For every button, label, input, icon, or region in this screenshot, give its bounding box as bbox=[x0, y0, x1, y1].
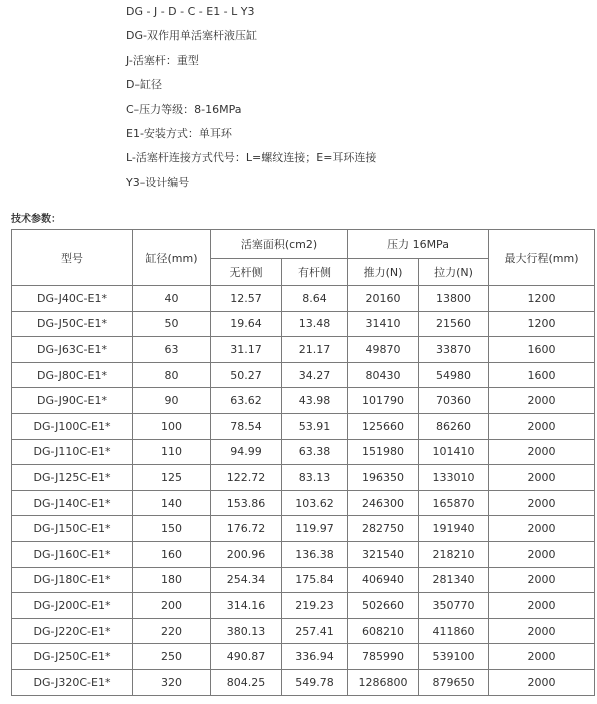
cell-pull: 101410 bbox=[419, 439, 489, 465]
cell-bore: 220 bbox=[133, 618, 211, 644]
cell-area-rod: 257.41 bbox=[282, 618, 348, 644]
cell-stroke: 2000 bbox=[489, 669, 595, 695]
cell-stroke: 2000 bbox=[489, 593, 595, 619]
cell-stroke: 1600 bbox=[489, 362, 595, 388]
cell-area-no-rod: 804.25 bbox=[211, 669, 282, 695]
header-pull: 拉力(N) bbox=[419, 259, 489, 286]
cell-area-rod: 119.97 bbox=[282, 516, 348, 542]
table-row bbox=[12, 388, 595, 414]
legend-line: E1-安装方式：单耳环 bbox=[126, 126, 232, 140]
legend-line: Y3–设计编号 bbox=[126, 175, 190, 189]
cell-bore: 250 bbox=[133, 644, 211, 670]
legend-line: J-活塞杆：重型 bbox=[126, 53, 199, 67]
cell-area-rod: 53.91 bbox=[282, 413, 348, 439]
cell-push: 608210 bbox=[348, 618, 419, 644]
cell-pull: 350770 bbox=[419, 593, 489, 619]
header-area: 活塞面积(cm2) bbox=[211, 230, 348, 259]
cell-stroke: 2000 bbox=[489, 516, 595, 542]
cell-pull: 21560 bbox=[419, 311, 489, 337]
cell-push: 246300 bbox=[348, 490, 419, 516]
cell-model: DG-J160C-E1* bbox=[12, 541, 133, 567]
cell-push: 1286800 bbox=[348, 669, 419, 695]
table-row bbox=[12, 593, 595, 619]
table-row bbox=[12, 516, 595, 542]
cell-model: DG-J100C-E1* bbox=[12, 413, 133, 439]
table-row bbox=[12, 490, 595, 516]
cell-stroke: 2000 bbox=[489, 439, 595, 465]
cell-bore: 80 bbox=[133, 362, 211, 388]
cell-pull: 879650 bbox=[419, 669, 489, 695]
cell-bore: 50 bbox=[133, 311, 211, 337]
cell-model: DG-J250C-E1* bbox=[12, 644, 133, 670]
cell-push: 49870 bbox=[348, 337, 419, 363]
cell-pull: 54980 bbox=[419, 362, 489, 388]
cell-bore: 90 bbox=[133, 388, 211, 414]
cell-push: 321540 bbox=[348, 541, 419, 567]
cell-stroke: 2000 bbox=[489, 490, 595, 516]
cell-area-no-rod: 254.34 bbox=[211, 567, 282, 593]
table-row bbox=[12, 567, 595, 593]
cell-area-no-rod: 31.17 bbox=[211, 337, 282, 363]
cell-area-no-rod: 94.99 bbox=[211, 439, 282, 465]
cell-push: 151980 bbox=[348, 439, 419, 465]
cell-pull: 281340 bbox=[419, 567, 489, 593]
table-row bbox=[12, 286, 595, 312]
header-bore: 缸径(mm) bbox=[133, 230, 211, 286]
cell-push: 125660 bbox=[348, 413, 419, 439]
model-code-legend bbox=[126, 5, 376, 200]
cell-bore: 40 bbox=[133, 286, 211, 312]
cell-model: DG-J140C-E1* bbox=[12, 490, 133, 516]
cell-stroke: 1200 bbox=[489, 311, 595, 337]
table-row bbox=[12, 541, 595, 567]
cell-pull: 33870 bbox=[419, 337, 489, 363]
cell-stroke: 2000 bbox=[489, 618, 595, 644]
cell-area-rod: 219.23 bbox=[282, 593, 348, 619]
cell-model: DG-J40C-E1* bbox=[12, 286, 133, 312]
cell-model: DG-J125C-E1* bbox=[12, 465, 133, 491]
cell-push: 406940 bbox=[348, 567, 419, 593]
cell-bore: 180 bbox=[133, 567, 211, 593]
cell-push: 502660 bbox=[348, 593, 419, 619]
cell-stroke: 2000 bbox=[489, 413, 595, 439]
cell-pull: 411860 bbox=[419, 618, 489, 644]
cell-model: DG-J220C-E1* bbox=[12, 618, 133, 644]
cell-area-no-rod: 122.72 bbox=[211, 465, 282, 491]
section-title: 技术参数： bbox=[11, 214, 61, 225]
cell-model: DG-J180C-E1* bbox=[12, 567, 133, 593]
cell-area-no-rod: 200.96 bbox=[211, 541, 282, 567]
cell-area-no-rod: 380.13 bbox=[211, 618, 282, 644]
cell-bore: 150 bbox=[133, 516, 211, 542]
cell-push: 101790 bbox=[348, 388, 419, 414]
cell-model: DG-J110C-E1* bbox=[12, 439, 133, 465]
header-area-rod: 有杆侧 bbox=[282, 259, 348, 286]
cell-bore: 110 bbox=[133, 439, 211, 465]
cell-area-no-rod: 63.62 bbox=[211, 388, 282, 414]
cell-area-rod: 21.17 bbox=[282, 337, 348, 363]
cell-area-no-rod: 50.27 bbox=[211, 362, 282, 388]
legend-line: D–缸径 bbox=[126, 78, 162, 92]
cell-push: 31410 bbox=[348, 311, 419, 337]
cell-stroke: 1600 bbox=[489, 337, 595, 363]
cell-area-no-rod: 153.86 bbox=[211, 490, 282, 516]
cell-bore: 200 bbox=[133, 593, 211, 619]
cell-area-no-rod: 12.57 bbox=[211, 286, 282, 312]
cell-model: DG-J200C-E1* bbox=[12, 593, 133, 619]
cell-pull: 133010 bbox=[419, 465, 489, 491]
cell-area-rod: 8.64 bbox=[282, 286, 348, 312]
table-row bbox=[12, 669, 595, 695]
cell-stroke: 1200 bbox=[489, 286, 595, 312]
cell-push: 196350 bbox=[348, 465, 419, 491]
cell-stroke: 2000 bbox=[489, 567, 595, 593]
cell-pull: 165870 bbox=[419, 490, 489, 516]
cell-area-rod: 336.94 bbox=[282, 644, 348, 670]
cell-area-no-rod: 490.87 bbox=[211, 644, 282, 670]
cell-model: DG-J80C-E1* bbox=[12, 362, 133, 388]
cell-push: 785990 bbox=[348, 644, 419, 670]
table-row bbox=[12, 311, 595, 337]
cell-model: DG-J150C-E1* bbox=[12, 516, 133, 542]
cell-area-rod: 13.48 bbox=[282, 311, 348, 337]
cell-area-rod: 63.38 bbox=[282, 439, 348, 465]
table-row bbox=[12, 618, 595, 644]
cell-bore: 100 bbox=[133, 413, 211, 439]
table-row bbox=[12, 439, 595, 465]
cell-model: DG-J50C-E1* bbox=[12, 311, 133, 337]
cell-push: 80430 bbox=[348, 362, 419, 388]
cell-push: 282750 bbox=[348, 516, 419, 542]
cell-area-rod: 43.98 bbox=[282, 388, 348, 414]
cell-bore: 160 bbox=[133, 541, 211, 567]
cell-stroke: 2000 bbox=[489, 388, 595, 414]
cell-area-rod: 136.38 bbox=[282, 541, 348, 567]
header-stroke: 最大行程(mm) bbox=[489, 230, 595, 286]
cell-pull: 191940 bbox=[419, 516, 489, 542]
table-row bbox=[12, 644, 595, 670]
table-row bbox=[12, 337, 595, 363]
cell-area-rod: 549.78 bbox=[282, 669, 348, 695]
cell-area-rod: 83.13 bbox=[282, 465, 348, 491]
cell-stroke: 2000 bbox=[489, 465, 595, 491]
cell-pull: 539100 bbox=[419, 644, 489, 670]
cell-pull: 13800 bbox=[419, 286, 489, 312]
spec-table-body bbox=[12, 286, 595, 696]
cell-bore: 320 bbox=[133, 669, 211, 695]
cell-model: DG-J320C-E1* bbox=[12, 669, 133, 695]
cell-model: DG-J90C-E1* bbox=[12, 388, 133, 414]
legend-line: DG - J - D - C - E1 - L Y3 bbox=[126, 5, 255, 18]
cell-stroke: 2000 bbox=[489, 541, 595, 567]
cell-area-no-rod: 78.54 bbox=[211, 413, 282, 439]
cell-pull: 70360 bbox=[419, 388, 489, 414]
cell-area-no-rod: 176.72 bbox=[211, 516, 282, 542]
cell-bore: 140 bbox=[133, 490, 211, 516]
cell-pull: 86260 bbox=[419, 413, 489, 439]
legend-line: C–压力等级：8-16MPa bbox=[126, 102, 242, 116]
header-pressure: 压力 16MPa bbox=[348, 230, 489, 259]
cell-stroke: 2000 bbox=[489, 644, 595, 670]
cell-area-no-rod: 314.16 bbox=[211, 593, 282, 619]
cell-bore: 125 bbox=[133, 465, 211, 491]
legend-line: DG-双作用单活塞杆液压缸 bbox=[126, 29, 257, 43]
cell-bore: 63 bbox=[133, 337, 211, 363]
table-row bbox=[12, 362, 595, 388]
cell-area-rod: 34.27 bbox=[282, 362, 348, 388]
header-push: 推力(N) bbox=[348, 259, 419, 286]
cell-area-rod: 103.62 bbox=[282, 490, 348, 516]
header-model: 型号 bbox=[12, 230, 133, 286]
spec-table bbox=[11, 229, 595, 696]
cell-push: 20160 bbox=[348, 286, 419, 312]
header-area-no-rod: 无杆侧 bbox=[211, 259, 282, 286]
cell-pull: 218210 bbox=[419, 541, 489, 567]
table-row bbox=[12, 413, 595, 439]
cell-area-no-rod: 19.64 bbox=[211, 311, 282, 337]
legend-line: L-活塞杆连接方式代号：L=螺纹连接；E=耳环连接 bbox=[126, 151, 377, 165]
header-row bbox=[12, 230, 595, 259]
cell-model: DG-J63C-E1* bbox=[12, 337, 133, 363]
cell-area-rod: 175.84 bbox=[282, 567, 348, 593]
table-row bbox=[12, 465, 595, 491]
